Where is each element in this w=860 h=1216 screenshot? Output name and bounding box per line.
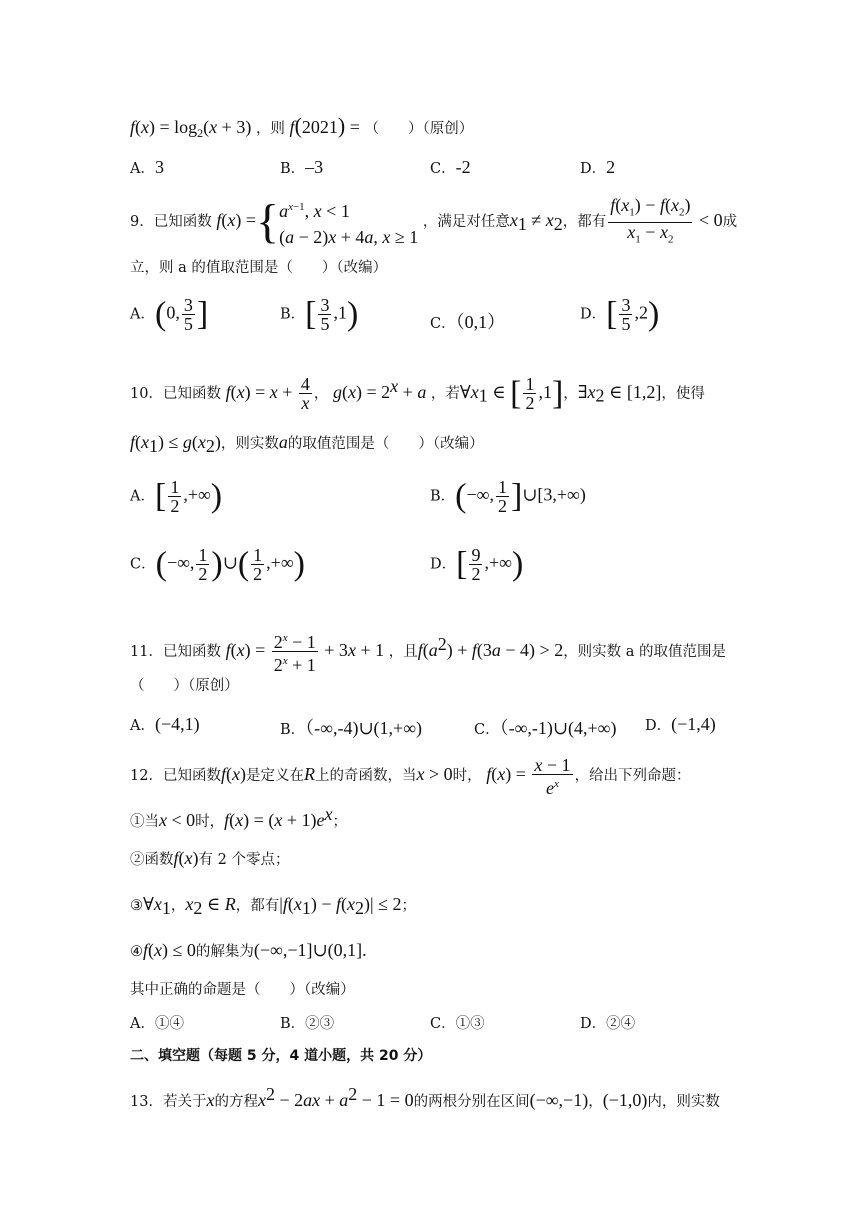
q9-option-b[interactable]: B．[ $\frac{3}{5}$ ,1) (280, 295, 359, 334)
q8-option-d[interactable]: D．2 (580, 157, 616, 177)
q10-option-d[interactable]: D．[ $\frac{9}{2}$ ,+∞) (430, 545, 524, 584)
q13-stem: 13．若关于x的方程$x^2 - 2ax + a^2 - 1 = 0$的两根分别在区间(−∞,−1)，(−1,0)内，则实数 (130, 1084, 720, 1110)
q12-option-d[interactable]: D．②④ (580, 1016, 636, 1032)
q12-prop-1: ①当x < 0时，$f(x) = (x + 1)e^x$； (130, 804, 347, 830)
q12-prop-4: ④f(x) ≤ 0的解集为(−∞,−1]∪(0,1]. (130, 940, 367, 960)
q11-line2: （ ）（原创） (130, 678, 239, 694)
q9-line2: 立，则 a 的值取范围是（ ）（改编） (130, 260, 388, 276)
q12-stem: 12．已知函数f(x)是定义在R上的奇函数，当x > 0时， f(x) = $\frac{x - 1}{e^x}$ ，给出下列命题： (130, 754, 691, 798)
q11-option-a[interactable]: A．(−4,1) (130, 714, 200, 734)
q11-option-d[interactable]: D．(−1,4) (645, 714, 716, 734)
q11-stem: 11．已知函数 f(x) = $\frac{2^x - 1}{2^x + 1}$ + 3x + 1 ，且$f(a^2) + f(3a - 4) > 2$，则实数 a 的取值范围是 (130, 622, 726, 674)
section-heading: 二、填空题（每题 5 分，4 道小题，共 20 分） (130, 1048, 432, 1064)
q10-option-c[interactable]: C．(−∞, $\frac{1}{2}$ )∪( $\frac{1}{2}$ ,+∞) (130, 545, 305, 584)
q9-option-d[interactable]: D．[ $\frac{3}{5}$ ,2) (580, 295, 660, 334)
q8-tag: （ ）（原创） (364, 121, 474, 137)
q9-option-c[interactable]: C．（0,1） (430, 312, 506, 332)
q12-option-a[interactable]: A．①④ (130, 1016, 184, 1032)
q8-stem: $f(x) = \log_2(x + 3)$ ，则 f(2021) = （ ）（原创） (130, 113, 474, 140)
q12-option-b[interactable]: B．②③ (280, 1016, 335, 1032)
q8-option-c[interactable]: C．-2 (430, 157, 471, 177)
q9-option-a[interactable]: A．(0, $\frac{3}{5}$ ] (130, 295, 209, 334)
q11-option-b[interactable]: B．（-∞,-4)∪(1,+∞) (280, 718, 423, 738)
q12-option-c[interactable]: C．①③ (430, 1016, 485, 1032)
q12-prop-3: $③\forall x_1$，$x_2$ ∈ R，都有$|f(x_1) - f(x_2)| \le 2$； (130, 894, 416, 918)
q8-option-b[interactable]: B．–3 (280, 157, 324, 177)
q11-option-c[interactable]: C．（-∞,-1)∪(4,+∞) (474, 718, 617, 738)
q8-text: ，则 (255, 121, 285, 137)
q10-option-b[interactable]: B．(−∞, $\frac{1}{2}$ ]∪[3,+∞) (430, 477, 586, 516)
q10-option-a[interactable]: A．[ $\frac{1}{2}$ ,+∞) (130, 477, 223, 516)
q12-prompt: 其中正确的命题是（ ）（改编） (130, 982, 355, 998)
q9-stem: 9．已知函数 f(x) ={ $a^{x-1}$, x < 1 (a − 2)x + 4a, x ≥ 1 ，满足对任意$x_1 \ne x_2$，都有 $\frac{f(x_1) - f(x_2)}{x_1 - x_2}$ < 0成 (130, 194, 738, 248)
q12-prop-2: ②函数f(x)有 2 个零点； (130, 848, 290, 868)
q8-option-a[interactable]: A．3 (130, 157, 164, 177)
q10-stem: 10．已知函数 f(x) = x + $\frac{4}{x}$ ， $g(x) = 2^x + a$ ，若$\forall x_1$ ∈ [ $\frac{1}{2}$ ,1]，$\exists x_2$ ∈ [1,2]，使得 (130, 374, 705, 414)
q10-line2: $f(x_1) \le g(x_2)$，则实数a的取值范围是（ ）（改编） (130, 432, 484, 456)
